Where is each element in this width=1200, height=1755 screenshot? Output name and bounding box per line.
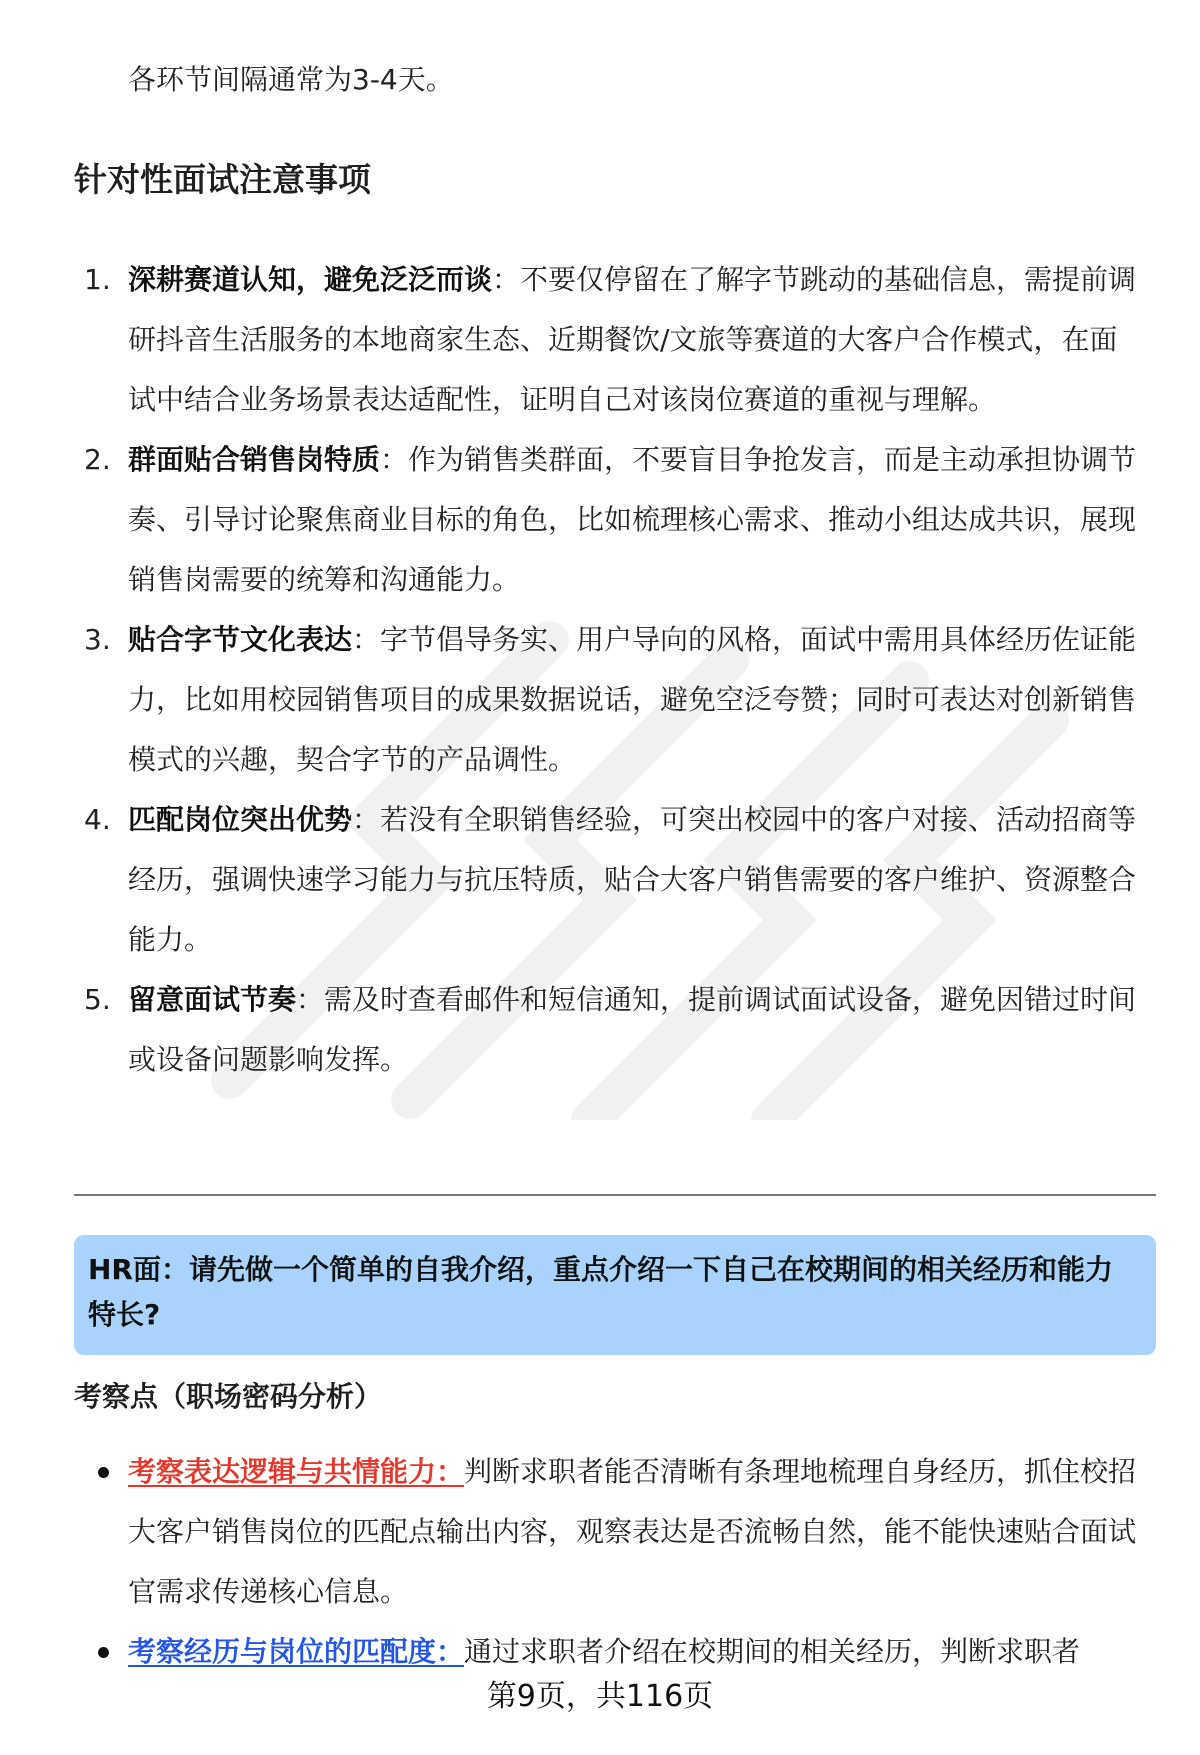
list-item bbox=[74, 1622, 1144, 1682]
question-text: HR面：请先做一个简单的自我介绍，重点介绍一下自己在校期间的相关经历和能力特长? bbox=[88, 1253, 1113, 1331]
notes-list bbox=[74, 250, 1144, 1090]
page-number: 第9页，共116页 bbox=[486, 1679, 714, 1714]
item-title: 深耕赛道认知，避免泛泛而谈 bbox=[128, 263, 493, 296]
item-number: 3. bbox=[84, 623, 111, 656]
point-body: 通过求职者介绍在校期间的相关经历，判断求职者 bbox=[464, 1635, 1081, 1668]
analysis-points bbox=[74, 1442, 1144, 1682]
list-item bbox=[74, 430, 1144, 610]
item-body: 若没有全职销售经验，可突出校园中的客户对接、活动招商等经历，强调快速学习能力与抗压特质，贴合大客户销售需要的客户维护、资源整合能力。 bbox=[128, 803, 1137, 956]
bullet-icon bbox=[98, 1467, 109, 1478]
item-number: 4. bbox=[84, 803, 111, 836]
item-number: 1. bbox=[84, 263, 111, 296]
item-number: 5. bbox=[84, 983, 111, 1016]
item-title: 匹配岗位突出优势 bbox=[128, 803, 353, 836]
item-separator: ： bbox=[352, 803, 381, 836]
divider bbox=[74, 1194, 1156, 1196]
item-title: 留意面试节奏 bbox=[128, 983, 297, 1016]
point-lead: 考察表达逻辑与共情能力： bbox=[128, 1455, 465, 1488]
question-box bbox=[74, 1235, 1156, 1355]
list-item bbox=[74, 970, 1144, 1090]
item-separator: ： bbox=[296, 983, 325, 1016]
point-lead: 考察经历与岗位的匹配度： bbox=[128, 1635, 465, 1668]
item-body: 需及时查看邮件和短信通知，提前调试面试设备，避免因错过时间或设备问题影响发挥。 bbox=[128, 983, 1137, 1076]
item-number: 2. bbox=[84, 443, 111, 476]
item-separator: ： bbox=[380, 443, 409, 476]
item-body: 不要仅停留在了解字节跳动的基础信息，需提前调研抖音生活服务的本地商家生态、近期餐饮/文旅等赛道的大客户合作模式，在面试中结合业务场景表达适配性，证明自己对该岗位赛道的重视与理解。 bbox=[128, 263, 1137, 416]
list-item bbox=[74, 1442, 1144, 1622]
list-item bbox=[74, 610, 1144, 790]
item-separator: ： bbox=[492, 263, 521, 296]
item-body: 作为销售类群面，不要盲目争抢发言，而是主动承担协调节奏、引导讨论聚焦商业目标的角色，比如梳理核心需求、推动小组达成共识，展现销售岗需要的统筹和沟通能力。 bbox=[128, 443, 1137, 596]
bullet-icon bbox=[98, 1647, 109, 1658]
item-separator: ： bbox=[352, 623, 381, 656]
analysis-title: 考察点（职场密码分析） bbox=[74, 1380, 383, 1413]
list-item bbox=[74, 790, 1144, 970]
point-body: 判断求职者能否清晰有条理地梳理自身经历，抓住校招大客户销售岗位的匹配点输出内容，观察表达是否流畅自然，能不能快速贴合面试官需求传递核心信息。 bbox=[128, 1455, 1137, 1608]
item-title: 群面贴合销售岗特质 bbox=[128, 443, 381, 476]
item-body: 字节倡导务实、用户导向的风格，面试中需用具体经历佐证能力，比如用校园销售项目的成果数据说话，避免空泛夸赞；同时可表达对创新销售模式的兴趣，契合字节的产品调性。 bbox=[128, 623, 1137, 776]
item-title: 贴合字节文化表达 bbox=[128, 623, 353, 656]
section-title: 针对性面试注意事项 bbox=[74, 160, 371, 199]
intro-line: 各环节间隔通常为3-4天。 bbox=[128, 63, 454, 96]
list-item bbox=[74, 250, 1144, 430]
